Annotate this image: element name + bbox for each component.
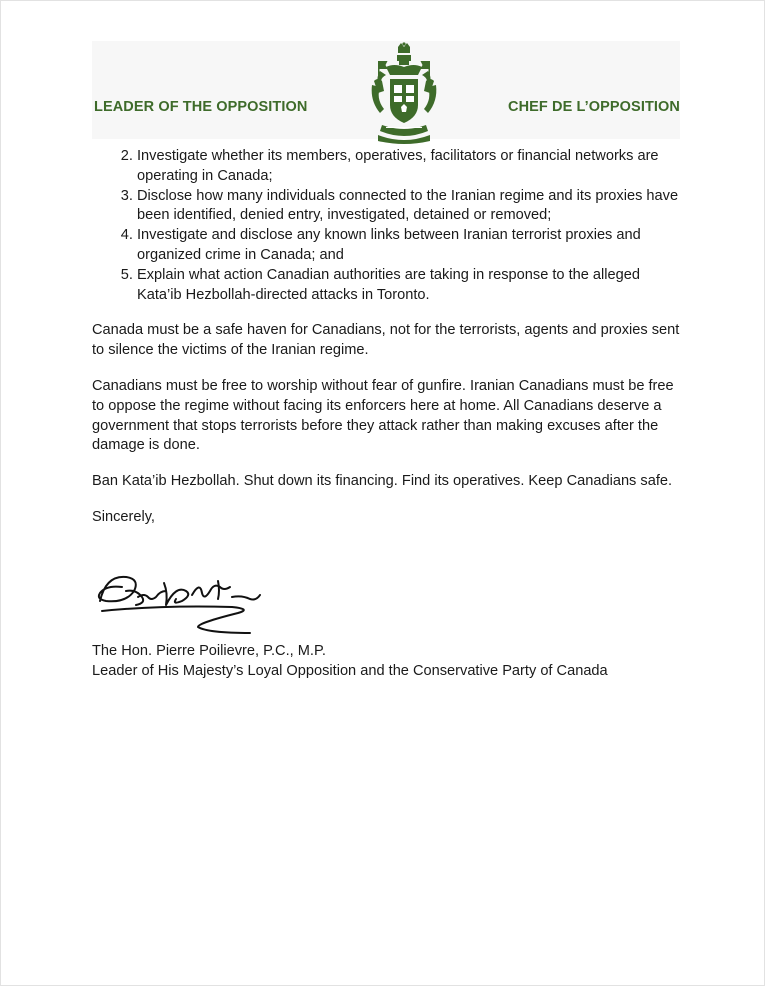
canada-coat-of-arms-icon xyxy=(368,41,440,145)
signer-name: The Hon. Pierre Poilievre, P.C., M.P. xyxy=(92,643,326,659)
list-item: 3. Disclose how many individuals connected to the Iranian regime and its proxies have been identified, denied entry, investigated, detained or removed; xyxy=(137,187,682,227)
paragraph: Ban Kata’ib Hezbollah. Shut down its financing. Find its operatives. Keep Canadians safe. xyxy=(92,473,673,490)
handwritten-signature xyxy=(92,561,268,639)
signature-block xyxy=(92,561,692,639)
closing: Sincerely, xyxy=(92,508,155,525)
signer-title: Leader of His Majesty’s Loyal Opposition and the Conservative Party of Canada xyxy=(92,663,608,679)
letterhead-english-title: LEADER OF THE OPPOSITION xyxy=(94,99,308,115)
paragraph: Canadians must be free to worship without fear of gunfire. Iranian Canadians must be free to oppose the regime without facing its enforcers here at home. All Canadians deserve a government that stops terrorists before they attack rather than making excuses after the damage is done. xyxy=(92,377,674,454)
list-item: 4. Investigate and disclose any known links between Iranian terrorist proxies and organized crime in Canada; and xyxy=(137,226,682,266)
letterhead xyxy=(92,41,680,139)
paragraph: Canada must be a safe haven for Canadians, not for the terrorists, agents and proxies sent to silence the victims of the Iranian regime. xyxy=(92,322,680,359)
letterhead-french-title: CHEF DE L’OPPOSITION xyxy=(508,99,680,115)
letter-body xyxy=(92,147,682,528)
list-item: 5. Explain what action Canadian authorities are taking in response to the alleged Kata’ib Hezbollah-directed attacks in Toronto. xyxy=(137,266,682,306)
numbered-list xyxy=(92,147,682,305)
list-item: 2. Investigate whether its members, operatives, facilitators or financial networks are operating in Canada; xyxy=(137,147,682,187)
signer-details xyxy=(92,641,608,681)
